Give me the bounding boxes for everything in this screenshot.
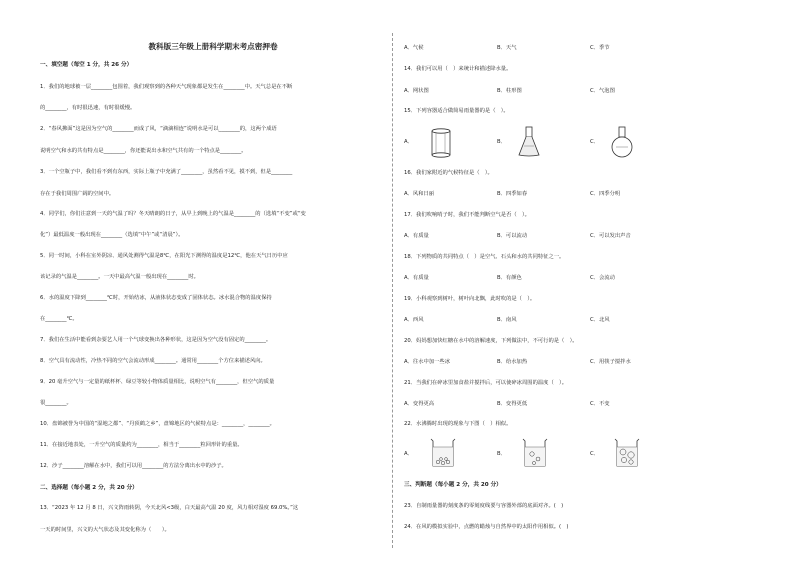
section-fill-blank-heading: 一、填空题（每空 1 分，共 26 分） xyxy=(40,62,133,68)
beaker-few-bubbles-figure xyxy=(520,437,550,469)
exam-title: 教科版三年级上册科学期末考点密押卷 xyxy=(148,42,278,51)
q15-stem: 15．下列容器适合做简易雨量器的是（ ）。 xyxy=(404,108,509,114)
q14-option-b: B．柱形图 xyxy=(497,88,522,94)
q18-option-c: C．会流动 xyxy=(590,275,615,281)
q21-option-a: A．变得更高 xyxy=(404,401,435,407)
q14-stem: 14．我们可以用（ ）来统计和描述降水量。 xyxy=(404,66,512,72)
q14-option-c: C．气泡图 xyxy=(590,88,615,94)
q17-option-a: A．有质量 xyxy=(404,233,429,239)
q20-option-a: A．往水中加一些冰 xyxy=(404,359,450,365)
q1-line2: 的________，有时很迅速，有时很缓慢。 xyxy=(40,105,136,111)
q5-line2: 该记录的气温是________。一天中最高气温一般出现在________时。 xyxy=(40,274,199,280)
q2-line2: 说明空气和水的共有特点是________，你还能说出水和空气共有的一个特点是________。 xyxy=(40,148,247,154)
q10-line: 10．盘锦被誉为中国的“湿地之都”、“丹顶鹤之乡”，盘锦地区的气候特点是：________，________。 xyxy=(40,421,275,427)
q3-line1: 3．一个空瓶子中，我们看不到有东西，实际上瓶子中充满了________，虽然看不见，摸不到，但是________ xyxy=(40,169,293,175)
q17-option-b: B．可以流动 xyxy=(497,233,528,239)
q6-line2: 在________℃。 xyxy=(40,316,78,322)
column-divider xyxy=(392,33,393,548)
q20-option-c: C．用筷子搅拌水 xyxy=(590,359,631,365)
q7-line: 7．我们在生活中能看到杂耍艺人用一个气球变换出各种形状，这是因为空气没有固定的________。 xyxy=(40,337,272,343)
conical-flask-figure xyxy=(516,126,542,158)
q12-line: 12．沙子________溶解在水中，我们可以用________的方法分离出水中的沙子。 xyxy=(40,463,227,469)
q19-option-c: C．北风 xyxy=(590,317,610,323)
q18-option-a: A．有质量 xyxy=(404,275,429,281)
q13-option-c: C．季节 xyxy=(590,45,610,51)
section-judgement-heading: 三、判断题（每小题 2 分，共 20 分） xyxy=(404,482,502,488)
q9-line2: 很________。 xyxy=(40,400,72,406)
round-flask-figure xyxy=(608,126,636,158)
q8-line: 8．空气具有流动性，冷热不同的空气会流动形成________。通常用________个方位来描述风向。 xyxy=(40,358,266,364)
q4-line1: 4．同学们，你们注意到一天的气温了吗？冬天晴朗的日子，从早上到晚上的气温是________的（选填“不变”或“变 xyxy=(40,211,306,217)
q24-stem: 24．在风的模拟实验中，点燃的蜡烛与自然界中的太阳作用相似。( ) xyxy=(404,524,569,530)
q9-line1: 9．20 毫升空气与一定量的纸杯杯、绿豆等较小物体质量相比，说明空气有________，但空气的质量 xyxy=(40,379,275,385)
q18-option-b: B．有颜色 xyxy=(497,275,522,281)
q15-option-a: A． xyxy=(404,139,413,145)
q20-option-b: B．给水加热 xyxy=(497,359,528,365)
q22-stem: 22．水沸腾时出现的现象与下图（ ）相似。 xyxy=(404,421,512,427)
q18-stem: 18．下列物质的共同特点（ ）是空气、石头和水的共同特征之一。 xyxy=(404,254,565,260)
q16-stem: 16．我们家附近的气候特征是（ ）。 xyxy=(404,170,493,176)
q5-line1: 5．同一时间，小科在室外阴凉、通风处测得气温是8℃，在阳光下测得的温度是12℃，他在天气日历中应 xyxy=(40,253,288,259)
q22-option-c: C． xyxy=(590,451,599,457)
q16-option-c: C．四季分明 xyxy=(590,191,621,197)
q22-option-b: B． xyxy=(497,451,506,457)
q13-option-b: B．天气 xyxy=(497,45,517,51)
q23-stem: 23．自制雨量器的刻度条的零刻度线要与容器外部的底面对齐。( ) xyxy=(404,503,564,509)
cylinder-container-figure xyxy=(430,128,452,158)
q22-option-a: A． xyxy=(404,451,413,457)
q16-option-a: A．风和日丽 xyxy=(404,191,435,197)
q6-line1: 6．水的温度下降到________℃时，开始结冰，从液体状态变成了固体状态。冰水混合物的温度保持 xyxy=(40,295,272,301)
q1-line1: 1．我们的地球被一层________包围着，我们观察到的各种天气现象都是发生在________中。天气总是在不断 xyxy=(40,84,293,90)
q3-line2: 存在于我们周围广阔的空间中。 xyxy=(40,191,115,197)
q21-stem: 21．当我们在碎冰里加食盐并搅拌后，可以使碎冰周围的温度（ ）。 xyxy=(404,380,567,386)
q20-stem: 20．妈妈想加快红糖在水中的溶解速度，下列做法中，不可行的是（ ）。 xyxy=(404,338,578,344)
q13-option-a: A．气候 xyxy=(404,45,424,51)
q4-line2: 化”）最低温度一般出现在________（选填“中午”或“清晨”）。 xyxy=(40,232,184,238)
q11-line: 11．在接近地表处，一升空气的质量约为________，相当于________粒回形针的重量。 xyxy=(40,442,243,448)
q16-option-b: B．四季如春 xyxy=(497,191,528,197)
q19-option-b: B．南风 xyxy=(497,317,517,323)
q19-option-a: A．西风 xyxy=(404,317,424,323)
q13-line1: 13．“2023 年 12 月 8 日，兴文阵雨转阴，今天北风<3级，白天最高气温 20 度，风力相对湿度 69.0%。”这 xyxy=(40,505,299,511)
q13-line2: 一天的时间里，兴文的大气状态及其变化称为（ ）。 xyxy=(40,527,170,533)
q17-option-c: C．可以发出声音 xyxy=(590,233,631,239)
q17-stem: 17．我们吹响哨子时，我们不能判断空气是否（ ）。 xyxy=(404,212,530,218)
q21-option-b: B．变得更低 xyxy=(497,401,528,407)
q21-option-c: C．不变 xyxy=(590,401,610,407)
q2-line1: 2．“春风拂面”这是因为空气的________而成了风，“滴滴相连”说明水是可以________的，这两个成语 xyxy=(40,126,277,132)
beaker-bubbles-bottom-figure xyxy=(428,437,458,469)
q15-option-b: B． xyxy=(497,139,506,145)
q15-option-c: C． xyxy=(590,139,599,145)
section-choice-heading: 二、选择题（每小题 2 分，共 20 分） xyxy=(40,485,138,491)
q14-option-a: A．网状图 xyxy=(404,88,429,94)
beaker-large-bubbles-figure xyxy=(612,437,642,469)
q19-stem: 19．小科观察到树叶，树叶向北飘，此时吹的是（ ）。 xyxy=(404,296,536,302)
